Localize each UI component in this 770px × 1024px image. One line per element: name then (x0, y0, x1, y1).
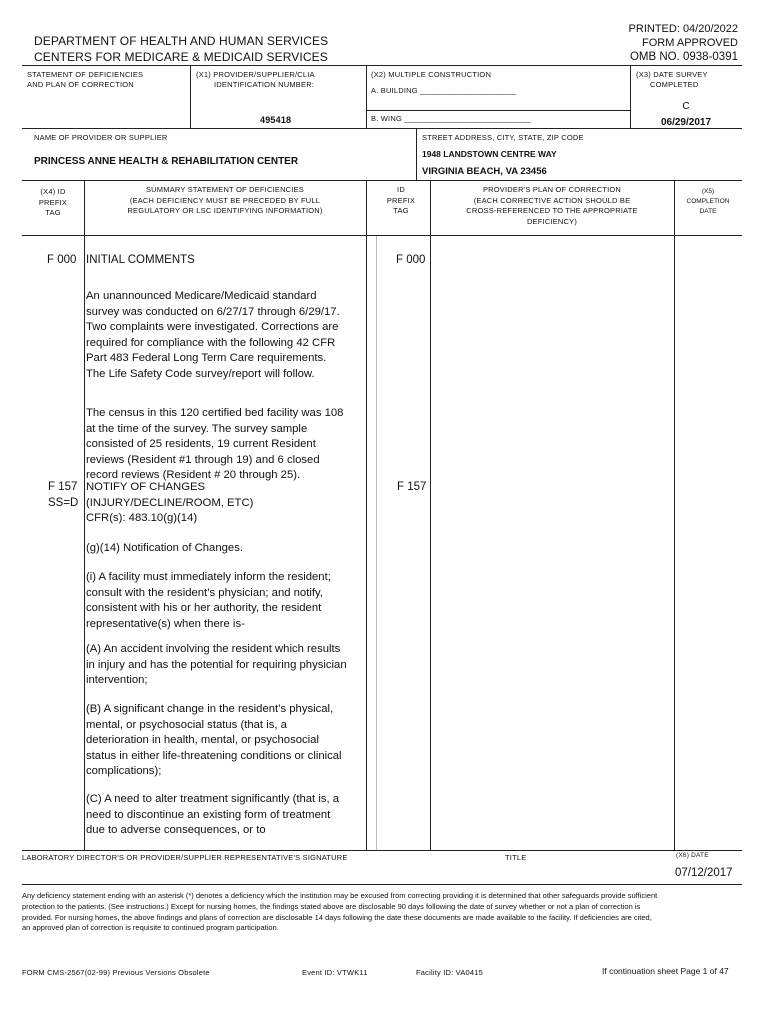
x4-header-line: (X4) ID (40, 187, 66, 196)
omb-number: OMB NO. 0938-0391 (629, 51, 738, 63)
paragraph-census: The census in this 120 certified bed facility was 108 at the time of the survey. The survey sample consisted of 25 residents, 19 current Resident reviews (Resident #1 through 19) and 6 closed record reviews (Resident # 20 through 25). (86, 407, 344, 482)
f157-title-1: NOTIFY OF CHANGES (86, 481, 206, 493)
x1-label-1: (X1) PROVIDER/SUPPLIER/CLIA (196, 70, 315, 79)
signature-date: 07/12/2017 (675, 867, 733, 879)
provider-number: 495418 (260, 115, 292, 125)
statement-label-2: AND PLAN OF CORRECTION (27, 80, 134, 89)
summary-header-line: REGULATORY OR LSC IDENTIFYING INFORMATION) (127, 206, 323, 215)
paragraph-inform-resident: (i) A facility must immediately inform the resident; consult with the resident’s physician; and notify, consistent with his or her authority, the resident representative(s) when there is- (86, 571, 331, 630)
page-number: If continuation sheet Page 1 of 47 (602, 966, 729, 976)
x6-date-label: (X6) DATE (676, 852, 709, 859)
signature-label: LABORATORY DIRECTOR'S OR PROVIDER/SUPPLIER REPRESENTATIVE'S SIGNATURE (22, 853, 348, 862)
x4-header-line: PREFIX (38, 197, 68, 207)
title-label: TITLE (505, 853, 527, 862)
plan-header-line: DEFICIENCY) (526, 216, 578, 226)
building-label: A. BUILDING ______________________ (371, 86, 517, 95)
x1-label-2: IDENTIFICATION NUMBER: (214, 80, 315, 89)
f157-scope-severity: SS=D (48, 497, 79, 509)
event-id: Event ID: VTWK11 (302, 968, 368, 977)
x3-code: C (682, 101, 690, 112)
city-state-zip: VIRGINIA BEACH, VA 23456 (422, 166, 547, 177)
paragraph-accident: (A) An accident involving the resident which results in injury and has the potential for requiring physician intervention; (86, 643, 347, 687)
f000-tag-right: F 000 (396, 254, 426, 266)
x5-header (674, 187, 742, 217)
summary-header (84, 185, 366, 217)
f000-tag: F 000 (47, 254, 77, 266)
address-label: STREET ADDRESS, CITY, STATE, ZIP CODE (422, 133, 584, 142)
x2-label: (X2) MULTIPLE CONSTRUCTION (371, 70, 492, 79)
x5-header-line: COMPLETION (686, 198, 730, 205)
plan-header (430, 185, 674, 227)
x4-header (22, 187, 84, 219)
id-prefix-header-line: TAG (393, 206, 409, 215)
department-line-2: CENTERS FOR MEDICARE & MEDICAID SERVICES (34, 50, 328, 64)
f157-title-2: (INJURY/DECLINE/ROOM, ETC) (86, 497, 254, 509)
facility-id: Facility ID: VA0415 (416, 968, 484, 977)
f157-tag: F 157 (48, 481, 78, 493)
form-number: FORM CMS-2567(02-99) Previous Versions Obsolete (22, 968, 210, 977)
printed-date: PRINTED: 04/20/2022 (628, 23, 738, 35)
wing-label: B. WING _____________________________ (371, 114, 532, 123)
id-prefix-header-line: PREFIX (386, 195, 416, 205)
x3-label-2: COMPLETED (650, 80, 699, 89)
paragraph-notification: (g)(14) Notification of Changes. (86, 542, 243, 554)
x5-header-line: (X5) (701, 188, 715, 195)
plan-header-line: CROSS-REFERENCED TO THE APPROPRIATE (466, 206, 638, 215)
f000-title: INITIAL COMMENTS (86, 254, 195, 266)
id-prefix-header (376, 185, 426, 217)
f157-tag-right: F 157 (397, 481, 427, 493)
plan-header-line: PROVIDER'S PLAN OF CORRECTION (482, 185, 622, 194)
x5-header-line: DATE (699, 208, 717, 215)
x3-date: 06/29/2017 (660, 117, 712, 128)
paragraph-survey-intro: An unannounced Medicare/Medicaid standard survey was conducted on 6/27/17 through 6/29/17. Two complaints were investigated. Corrections are required for compliance with the following 42 CFR Part 483 Federal Long Term Care requirements. The Life Safety Code survey/report will follow. (86, 290, 340, 380)
provider-name: PRINCESS ANNE HEALTH & REHABILITATION CENTER (34, 156, 299, 167)
department-line-1: DEPARTMENT OF HEALTH AND HUMAN SERVICES (34, 34, 329, 48)
street-address: 1948 LANDSTOWN CENTRE WAY (422, 149, 557, 159)
form-approved: FORM APPROVED (642, 37, 738, 49)
f157-cfr: CFR(s): 483.10(g)(14) (86, 512, 198, 524)
paragraph-alter-treatment: (C) A need to alter treatment significantly (that is, a need to discontinue an existing form of treatment due to adverse consequences, or to (86, 793, 340, 837)
summary-header-line: SUMMARY STATEMENT OF DEFICIENCIES (145, 185, 304, 194)
paragraph-significant-change: (B) A significant change in the resident’s physical, mental, or psychosocial status (that is, a deterioration in health, mental, or psychosocial status in either life-threatening conditions or clinical complications); (86, 703, 342, 778)
statement-label-1: STATEMENT OF DEFICIENCIES (27, 70, 144, 79)
x3-label-1: (X3) DATE SURVEY (636, 70, 708, 79)
x4-header-line: TAG (45, 208, 61, 217)
id-prefix-header-line: ID (397, 185, 405, 194)
plan-header-line: (EACH CORRECTIVE ACTION SHOULD BE (473, 195, 631, 205)
provider-name-label: NAME OF PROVIDER OR SUPPLIER (34, 133, 168, 142)
summary-header-line: (EACH DEFICIENCY MUST BE PRECEDED BY FULL (129, 195, 321, 205)
deficiency-footnote: Any deficiency statement ending with an asterisk (*) denotes a deficiency which the institution may be excused from correcting providing it is determined that other safeguards provide sufficient protection to the patients. (See instructions.) Except for nursing homes, the findings stated above are disclosable 90 days following the date of survey whether or not a plan of correction is provided. For nursing homes, the above findings and plans of correction are disclosable 14 days following the date these documents are made available to the facility. If deficiencies are cited, an approved plan of correction is requisite to continued program participation. (22, 891, 658, 933)
